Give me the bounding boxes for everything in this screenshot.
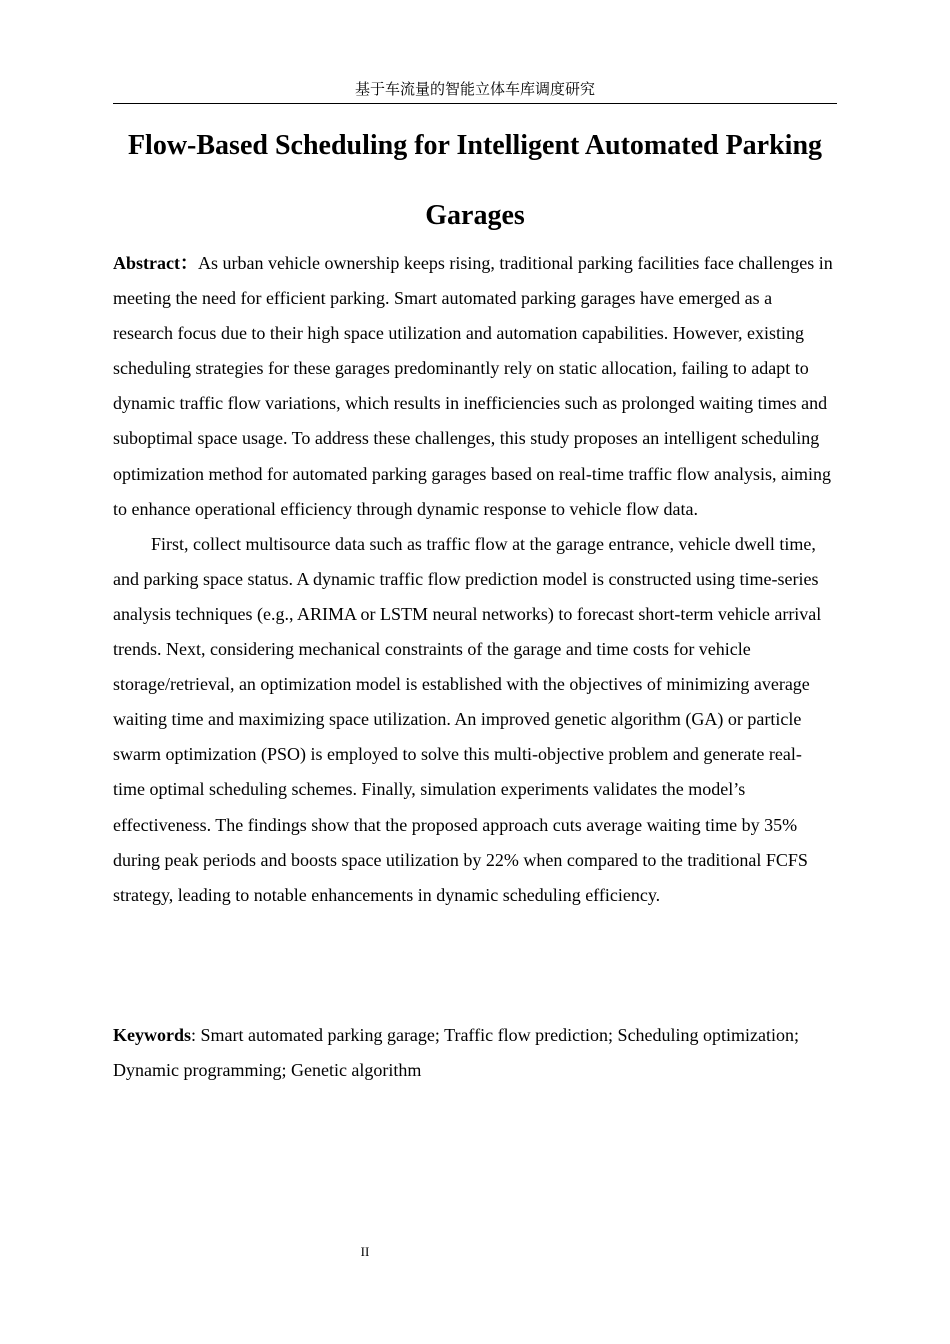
abstract-paragraph-1 bbox=[113, 246, 833, 527]
header-divider bbox=[113, 103, 837, 104]
keywords-label: Keywords bbox=[113, 1025, 191, 1045]
running-header: 基于车流量的智能立体车库调度研究 bbox=[354, 80, 595, 98]
page-title: Flow-Based Scheduling for Intelligent Automated Parking Garages bbox=[127, 130, 823, 231]
keywords-text: : Smart automated parking garage; Traffic flow prediction; Scheduling optimization; Dynamic programming; Genetic algorithm bbox=[113, 1025, 800, 1080]
abstract-paragraph-2: First, collect multisource data such as traffic flow at the garage entrance, vehicle dwell time, and parking space status. A dynamic traffic flow prediction model is constructed using time-series analysis techniques (e.g., ARIMA or LSTM neural networks) to forecast short-term vehicle arrival trends. Next, considering mechanical constraints of the garage and time costs for vehicle storage/retrieval, an optimization model is established with the objectives of minimizing average waiting time and maximizing space utilization. An improved genetic algorithm (GA) or particle swarm optimization (PSO) is employed to solve this multi-objective problem and generate real-time optimal scheduling schemes. Finally, simulation experiments validates the model’s effectiveness. The findings show that the proposed approach cuts average waiting time by 35% during peak periods and boosts space utilization by 22% when compared to the traditional FCFS strategy, leading to notable enhancements in dynamic scheduling efficiency. bbox=[113, 533, 822, 905]
abstract-section bbox=[113, 246, 833, 913]
abstract-paragraph-1-text: As urban vehicle ownership keeps rising, traditional parking facilities face challenges in meeting the need for efficient parking. Smart automated parking garages have emerged as a research focus due to their high space utilization and automation capabilities. However, existing scheduling strategies for these garages predominantly rely on static allocation, failing to adapt to dynamic traffic flow variations, which results in inefficiencies such as prolonged waiting times and suboptimal space usage. To address these challenges, this study proposes an intelligent scheduling optimization method for automated parking garages based on real-time traffic flow analysis, aiming to enhance operational efficiency through dynamic response to vehicle flow data. bbox=[113, 253, 833, 519]
page-number: II bbox=[360, 1244, 370, 1259]
abstract-label: Abstract： bbox=[113, 253, 198, 273]
keywords-section bbox=[113, 1018, 833, 1088]
